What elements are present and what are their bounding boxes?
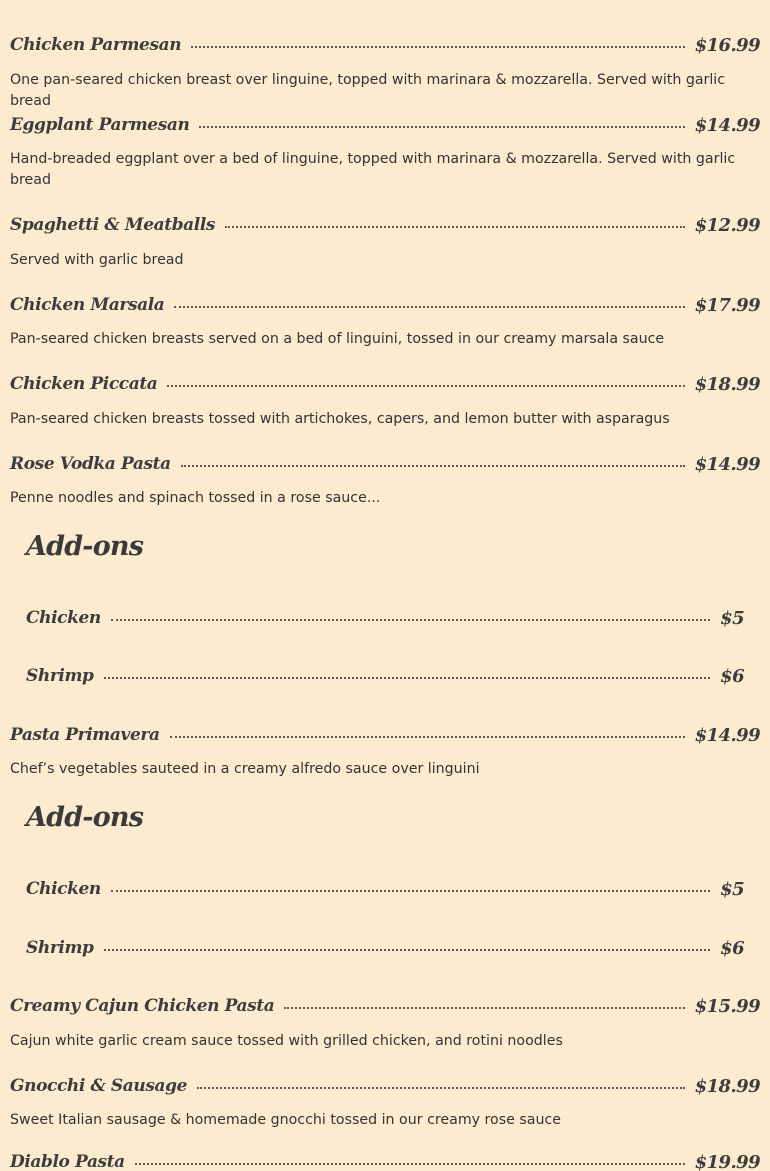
item-name: Creamy Cajun Chicken Pasta bbox=[10, 996, 275, 1016]
item-name: Chicken Piccata bbox=[10, 374, 158, 394]
menu-item-row bbox=[10, 1072, 760, 1100]
item-name: Spaghetti & Meatballs bbox=[10, 215, 216, 235]
item-price: $16.99 bbox=[694, 34, 760, 56]
item-price: $14.99 bbox=[694, 453, 760, 475]
dot-leader bbox=[111, 890, 710, 892]
addon-row bbox=[26, 662, 744, 690]
item-name: Eggplant Parmesan bbox=[10, 115, 190, 135]
item-description: Cajun white garlic cream sauce tossed with grilled chicken, and rotini noodles bbox=[10, 1033, 563, 1049]
item-price: $18.99 bbox=[694, 373, 760, 395]
dot-leader bbox=[199, 126, 684, 128]
addon-name: Chicken bbox=[26, 879, 101, 899]
menu-item-row bbox=[10, 992, 760, 1020]
addons-heading: Add-ons bbox=[26, 531, 144, 562]
item-price: $18.99 bbox=[694, 1075, 760, 1097]
dot-leader bbox=[191, 46, 684, 48]
item-description: Hand-breaded eggplant over a bed of linguine, topped with marinara & mozzarella. Served with garlic bread bbox=[10, 151, 736, 188]
dot-leader bbox=[167, 385, 684, 387]
item-name: Chicken Marsala bbox=[10, 295, 165, 315]
item-price: $19.99 bbox=[694, 1151, 760, 1171]
addon-name: Shrimp bbox=[26, 666, 94, 686]
menu-item-row bbox=[10, 211, 760, 239]
dot-leader bbox=[197, 1087, 685, 1089]
item-description: Pan-seared chicken breasts tossed with artichokes, capers, and lemon butter with asparagus bbox=[10, 411, 670, 427]
dot-leader bbox=[170, 736, 685, 738]
item-description: Sweet Italian sausage & homemade gnocchi tossed in our creamy rose sauce bbox=[10, 1112, 561, 1128]
item-description: Served with garlic bread bbox=[10, 252, 184, 268]
item-description: Penne noodles and spinach tossed in a rose sauce... bbox=[10, 490, 381, 506]
addon-row bbox=[26, 604, 744, 632]
addon-price: $5 bbox=[720, 878, 744, 900]
addon-price: $5 bbox=[720, 607, 744, 629]
addon-price: $6 bbox=[720, 665, 744, 687]
addon-price: $6 bbox=[720, 937, 744, 959]
menu-item-row bbox=[10, 1148, 760, 1171]
addon-name: Shrimp bbox=[26, 938, 94, 958]
item-price: $17.99 bbox=[694, 294, 760, 316]
item-description: Pan-seared chicken breasts served on a bed of linguini, tossed in our creamy marsala sauce bbox=[10, 331, 665, 347]
item-price: $12.99 bbox=[694, 214, 760, 236]
menu-item-row bbox=[10, 450, 760, 478]
addons-heading: Add-ons bbox=[26, 802, 144, 833]
item-price: $14.99 bbox=[694, 724, 760, 746]
dot-leader bbox=[174, 306, 684, 308]
item-description: Chef’s vegetables sauteed in a creamy alfredo sauce over linguini bbox=[10, 761, 480, 777]
item-name: Chicken Parmesan bbox=[10, 35, 182, 55]
item-name: Pasta Primavera bbox=[10, 725, 160, 745]
item-price: $15.99 bbox=[694, 995, 760, 1017]
menu-item-row bbox=[10, 291, 760, 319]
addon-name: Chicken bbox=[26, 608, 101, 628]
menu-item-row bbox=[10, 31, 760, 59]
menu-item-row bbox=[10, 370, 760, 398]
dot-leader bbox=[181, 465, 685, 467]
addon-row bbox=[26, 934, 744, 962]
menu-item-row bbox=[10, 111, 760, 139]
addon-row bbox=[26, 875, 744, 903]
dot-leader bbox=[104, 949, 711, 951]
item-description: One pan-seared chicken breast over linguine, topped with marinara & mozzarella. Served with garlic bread bbox=[10, 72, 726, 109]
item-price: $14.99 bbox=[694, 114, 760, 136]
dot-leader bbox=[135, 1163, 685, 1165]
item-name: Diablo Pasta bbox=[10, 1152, 125, 1171]
dot-leader bbox=[111, 619, 710, 621]
dot-leader bbox=[225, 226, 685, 228]
dot-leader bbox=[284, 1007, 684, 1009]
menu-item-row bbox=[10, 721, 760, 749]
item-name: Gnocchi & Sausage bbox=[10, 1076, 188, 1096]
item-name: Rose Vodka Pasta bbox=[10, 454, 171, 474]
dot-leader bbox=[104, 677, 711, 679]
